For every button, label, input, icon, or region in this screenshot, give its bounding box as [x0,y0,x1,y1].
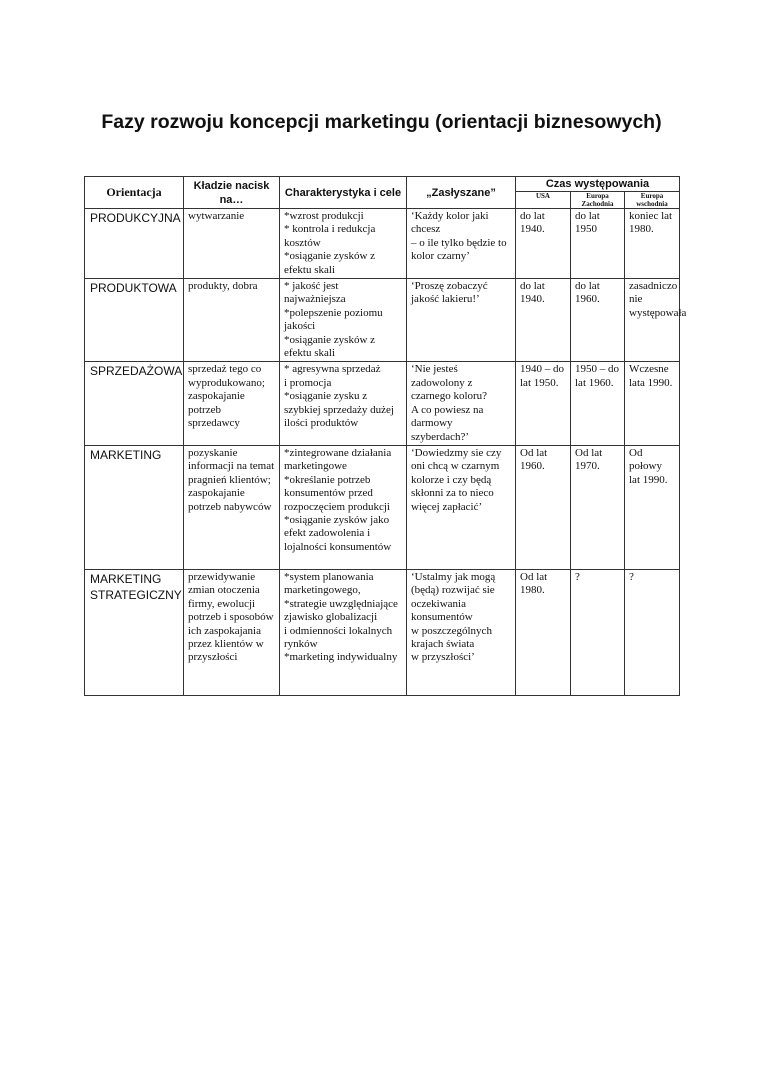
header-orientacja: Orientacja [85,177,184,209]
cell-charakterystyka-line: *wzrost produkcji [284,210,364,222]
header-zaslyszane: „Zasłyszane” [407,177,516,209]
cell-europa-zachodnia: 1950 – do lat 1960. [571,362,625,445]
table-row [85,569,680,695]
cell-zaslyszane [407,362,516,445]
header-usa: USA [516,192,571,209]
cell-nacisk: produkty, dobra [184,279,280,362]
cell-zaslyszane-line: ‘Dowiedzmy sie czy oni chcą w czarnym kolorze i czy będą skłonni za to nieco więcej zapłacić’ [411,446,502,513]
cell-zaslyszane-line: w poszczególnych krajach świata [411,624,492,650]
cell-charakterystyka-line: i promocja [284,376,332,389]
cell-europa-zachodnia: do lat 1960. [571,279,625,362]
cell-charakterystyka-line: *osiąganie zysków z efektu skali [284,250,376,276]
cell-charakterystyka-line: *zintegrowane działania marketingowe [284,446,392,473]
cell-charakterystyka-line: *polepszenie poziomu jakości [284,306,383,333]
cell-charakterystyka-line: * jakość jest najważniejsza [284,280,346,306]
marketing-phases-table [84,176,687,696]
cell-charakterystyka [280,445,407,569]
cell-charakterystyka-line: *marketing indywidualny [284,651,398,664]
cell-zaslyszane-line: ‘Nie jesteś zadowolony z czarnego koloru? [411,363,488,403]
cell-europa-zachodnia: do lat 1950 [571,209,625,279]
table-row [85,362,680,445]
cell-europa-zachodnia: Od lat 1970. [571,445,625,569]
table-row [85,209,680,279]
cell-europa-wschodnia: ? [625,569,680,695]
cell-zaslyszane-line: ‘Ustalmy jak mogą (będą) rozwijać sie oczekiwania konsumentów [411,570,496,624]
cell-charakterystyka [280,362,407,445]
cell-charakterystyka [280,209,407,279]
cell-europa-wschodnia: Od połowy lat 1990. [625,445,680,569]
cell-charakterystyka-line: *osiąganie zysków jako efekt zadowolenia i lojalności konsumentów [284,513,392,553]
cell-europa-wschodnia: koniec lat 1980. [625,209,680,279]
cell-orientacja: MARKETING STRATEGICZNY [85,569,184,695]
cell-usa: 1940 – do lat 1950. [516,362,571,445]
cell-charakterystyka-line: * agresywna sprzedaż [284,363,381,376]
cell-orientacja: SPRZEDAŻOWA [85,362,184,445]
cell-zaslyszane-line: – o ile tylko będzie to kolor czarny’ [411,236,507,263]
cell-zaslyszane [407,279,516,362]
cell-zaslyszane-line: ‘Każdy kolor jaki chcesz [411,210,489,236]
cell-charakterystyka-line: *osiąganie zysku z szybkiej sprzedaży dużej ilości produktów [284,390,394,430]
cell-zaslyszane-line: A co powiesz na darmowy szyberdach?’ [411,403,484,443]
cell-usa: do lat 1940. [516,209,571,279]
cell-orientacja: PRODUKCYJNA [85,209,184,279]
header-europa-zachodnia: Europa Zachodnia [571,192,625,209]
cell-usa: Od lat 1980. [516,569,571,695]
header-europa-wschodnia: Europa wschodnia [625,192,680,209]
page-title: Fazy rozwoju koncepcji marketingu (orientacji biznesowych) [101,111,662,133]
cell-europa-wschodnia: zasadniczo nie występowała [625,279,680,362]
cell-usa: Od lat 1960. [516,445,571,569]
cell-nacisk: przewidywanie zmian otoczenia firmy, ewolucji potrzeb i sposobów ich zaspokajania przez klientów w przyszłości [184,569,280,695]
cell-nacisk: sprzedaż tego co wyprodukowano; zaspokajanie potrzeb sprzedawcy [184,362,280,445]
cell-charakterystyka-line: *system planowania marketingowego, [284,570,374,597]
cell-usa: do lat 1940. [516,279,571,362]
cell-zaslyszane [407,209,516,279]
table-body [85,209,687,696]
table-row [85,445,680,569]
cell-europa-wschodnia: Wczesne lata 1990. [625,362,680,445]
cell-zaslyszane-line: w przyszłości’ [411,651,475,664]
header-kladzie-nacisk: Kładzie nacisk na… [184,177,280,209]
table-row [85,279,680,362]
cell-charakterystyka [280,279,407,362]
header-czas-wystepowania: Czas występowania [516,177,680,192]
cell-charakterystyka [280,569,407,695]
cell-zaslyszane [407,445,516,569]
cell-charakterystyka-line: *strategie uwzględniające zjawisko globalizacji [284,597,398,624]
cell-orientacja: MARKETING [85,445,184,569]
cell-europa-zachodnia: ? [571,569,625,695]
header-charakterystyka: Charakterystyka i cele [280,177,407,209]
cell-zaslyszane [407,569,516,695]
cell-zaslyszane-line: ‘Proszę zobaczyć jakość lakieru!’ [411,280,488,306]
cell-nacisk: pozyskanie informacji na temat pragnień klientów; zaspokajanie potrzeb nabywców [184,445,280,569]
cell-charakterystyka-line: *osiąganie zysków z efektu skali [284,333,376,360]
cell-nacisk: wytwarzanie [184,209,280,279]
cell-orientacja: PRODUKTOWA [85,279,184,362]
cell-charakterystyka-line: i odmienności lokalnych rynków [284,624,393,650]
cell-charakterystyka-line: * kontrola i redukcja kosztów [284,223,376,249]
cell-charakterystyka-line: *określanie potrzeb konsumentów przed rozpoczęciem produkcji [284,473,390,513]
